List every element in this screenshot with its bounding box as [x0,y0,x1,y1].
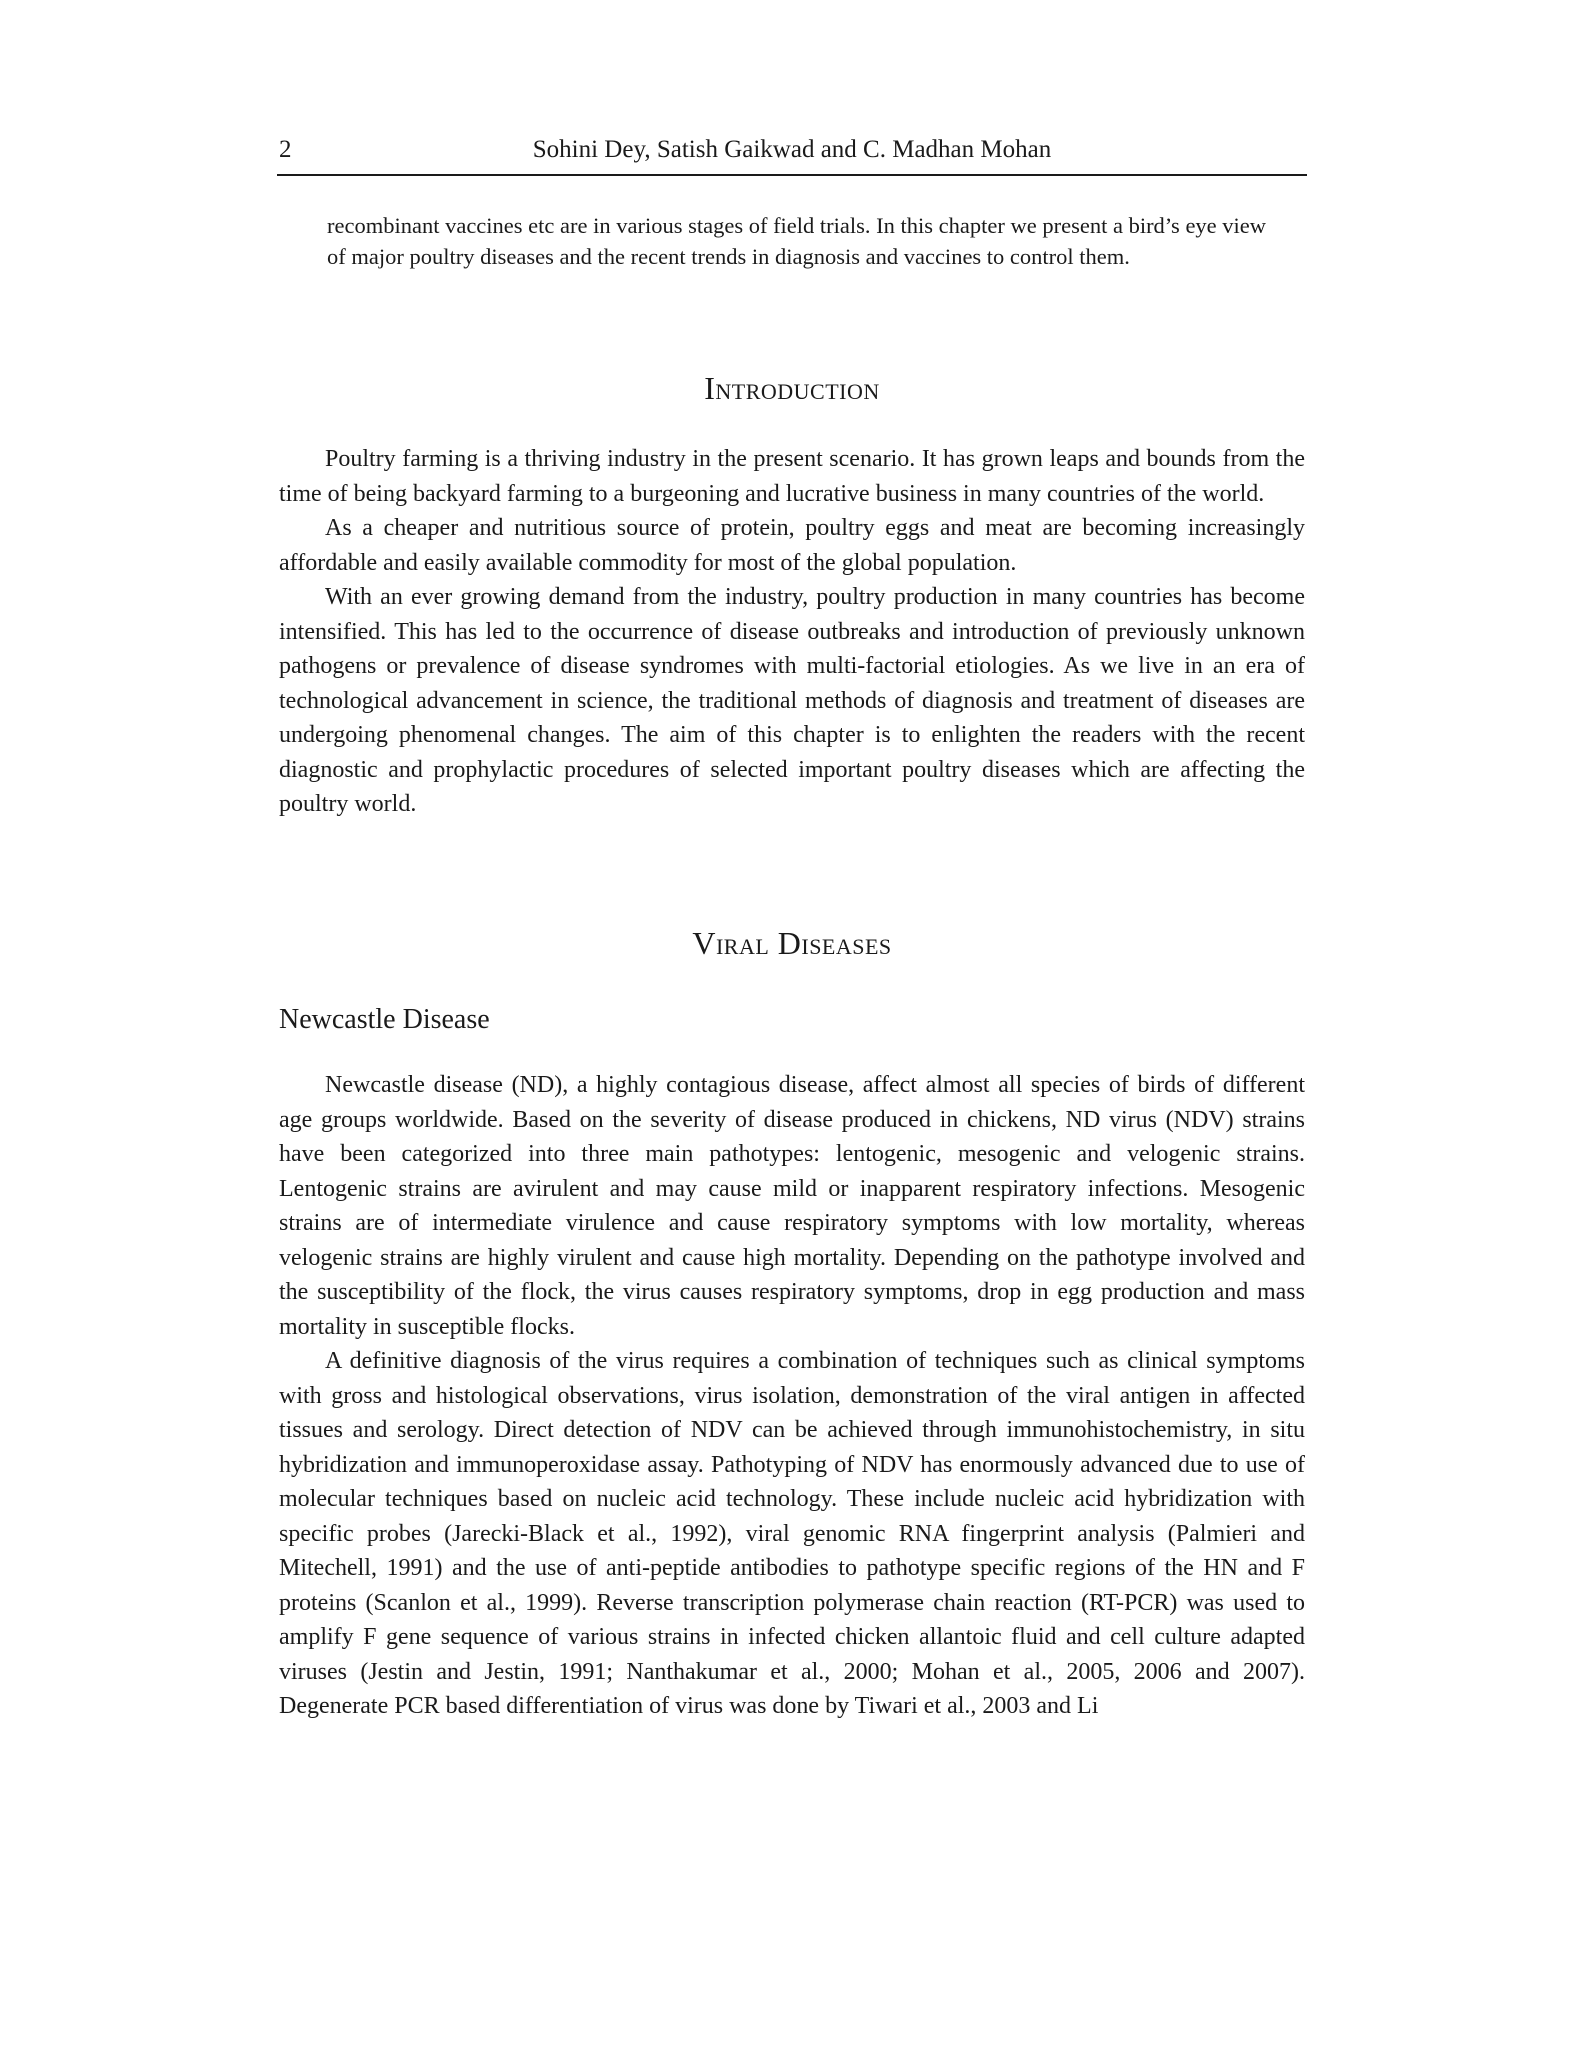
introduction-paragraph-1: Poultry farming is a thriving industry in the present scenario. It has grown leaps and bounds from the time of being backyard farming to a burgeoning and lucrative business in many countries of the world. [279,446,1305,507]
newcastle-paragraph-2: A definitive diagnosis of the virus requires a combination of techniques such as clinical symptoms with gross and histological observations, virus isolation, demonstration of the viral antigen in affected tissues and serology. Direct detection of NDV can be achieved through immunohistochemistry, in situ hybridization and immunoperoxidase assay. Pathotyping of NDV has enormously advanced due to use of molecular techniques based on nucleic acid technology. These include nucleic acid hybridization with specific probes (Jarecki-Black et al., 1992), viral genomic RNA fingerprint analysis (Palmieri and Mitechell, 1991) and the use of anti-peptide antibodies to pathotype specific regions of the HN and F proteins (Scanlon et al., 1999). Reverse transcription polymerase chain reaction (RT-PCR) was used to amplify F gene sequence of various strains in infected chicken allantoic fluid and cell culture adapted viruses (Jestin and Jestin, 1991; Nanthakumar et al., 2000; Mohan et al., 2005, 2006 and 2007). Degenerate PCR based differentiation of virus was done by Tiwari et al., 2003 and Li [279,1348,1305,1719]
newcastle-disease-subheading: Newcastle Disease [279,1004,490,1035]
introduction-body [279,442,1305,822]
introduction-paragraph-2: As a cheaper and nutritious source of protein, poultry eggs and meat are becoming increasingly affordable and easily available commodity for most of the global population. [279,515,1305,576]
abstract-tail: recombinant vaccines etc are in various stages of field trials. In this chapter we present a bird’s eye view of major poultry diseases and the recent trends in diagnosis and vaccines to control them. [327,213,1267,269]
page-number: 2 [279,136,292,163]
viral-diseases-heading: Viral Diseases [692,925,892,961]
introduction-paragraph-3: With an ever growing demand from the industry, poultry production in many countries has become intensified. This has led to the occurrence of disease outbreaks and introduction of previously unknown pathogens or prevalence of disease syndromes with multi-factorial etiologies. As we live in an era of technological advancement in science, the traditional methods of diagnosis and treatment of diseases are undergoing phenomenal changes. The aim of this chapter is to enlighten the readers with the recent diagnostic and prophylactic procedures of selected important poultry diseases which are affecting the poultry world. [279,584,1305,817]
header-authors: Sohini Dey, Satish Gaikwad and C. Madhan Mohan [532,136,1052,163]
newcastle-paragraph-1: Newcastle disease (ND), a highly contagious disease, affect almost all species of birds of different age groups worldwide. Based on the severity of disease produced in chickens, ND virus (NDV) strains have been categorized into three main pathotypes: lentogenic, mesogenic and velogenic strains. Lentogenic strains are avirulent and may cause mild or inapparent respiratory infections. Mesogenic strains are of intermediate virulence and cause respiratory symptoms with low mortality, whereas velogenic strains are highly virulent and cause high mortality. Depending on the pathotype involved and the susceptibility of the flock, the virus causes respiratory symptoms, drop in egg production and mass mortality in susceptible flocks. [279,1072,1305,1340]
running-header [277,134,1307,176]
introduction-heading: Introduction [704,370,880,406]
newcastle-disease-body [279,1068,1305,1724]
